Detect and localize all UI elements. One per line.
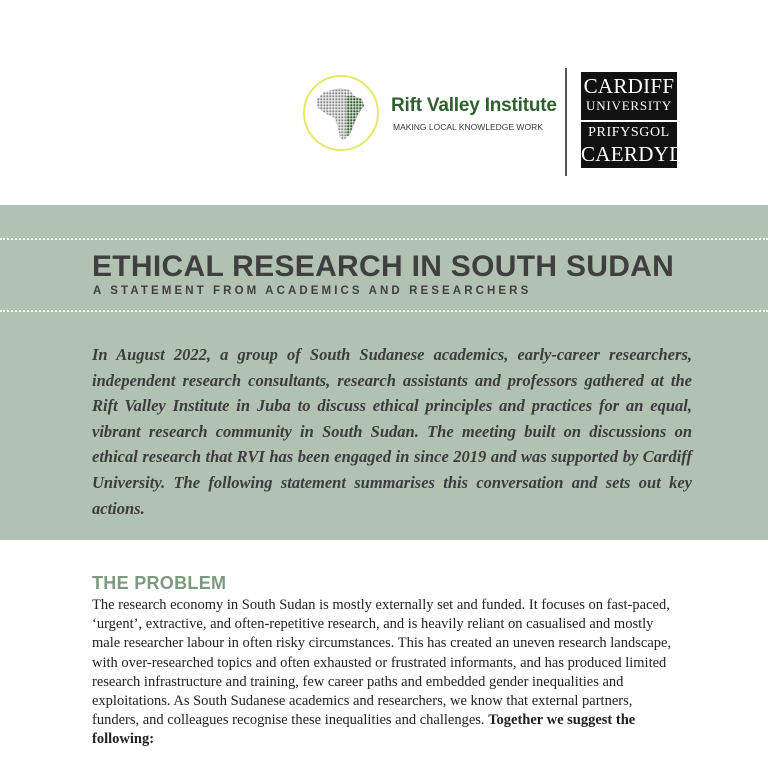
cardiff-logo-welsh	[581, 122, 701, 168]
cardiff-word: CARDIFF	[583, 74, 675, 98]
page-header	[0, 0, 768, 205]
cardiff-logo-english	[581, 72, 677, 120]
dotted-rule-top	[0, 238, 768, 240]
dotted-rule-bottom	[0, 310, 768, 312]
rvi-name: Rift Valley Institute	[391, 95, 557, 116]
section-heading-problem: THE PROBLEM	[92, 573, 227, 593]
problem-text: The research economy in South Sudan is mostly externally set and funded. It focuses on fast-paced, ‘urgent’, extractive, and often-repetitive research, and is heavily reliant on casualised and mostly male researcher labour in often risky circumstances. This has created an uneven research landscape, with over-researched topics and often exhausted or frustrated informants, and has produced limited research infrastructure and training, few career paths and embedded gender inequalities and exploitations. As South Sudanese academics and researchers, we know that external partners, funders, and colleagues recognise these inequalities and challenges.	[92, 597, 672, 729]
university-word: UNIVERSITY	[586, 98, 672, 113]
caerdydd-word: CAERDYDD	[581, 142, 701, 166]
africa-dotted-map-icon	[302, 74, 380, 152]
page-title: ETHICAL RESEARCH IN SOUTH SUDAN	[92, 250, 675, 283]
problem-paragraph	[92, 596, 682, 750]
prifysgol-word: PRIFYSGOL	[588, 125, 670, 140]
logo-divider	[565, 68, 567, 176]
problem-emphasis: Together we suggest the following:	[92, 712, 636, 748]
page-subtitle: A STATEMENT FROM ACADEMICS AND RESEARCHERS	[93, 285, 532, 297]
rvi-tagline: MAKING LOCAL KNOWLEDGE WORK	[393, 122, 543, 132]
title-banner	[0, 205, 768, 540]
intro-paragraph: In August 2022, a group of South Sudanese academics, early-career researchers, independent research consultants, research assistants and professors gathered at the Rift Valley Institute in Juba to discuss ethical principles and practices for an equal, vibrant research community in South Sudan. The meeting built on discussions on ethical research that RVI has been engaged in since 2019 and was supported by Cardiff University. The following statement summarises this conversation and sets out key actions.	[92, 345, 692, 518]
